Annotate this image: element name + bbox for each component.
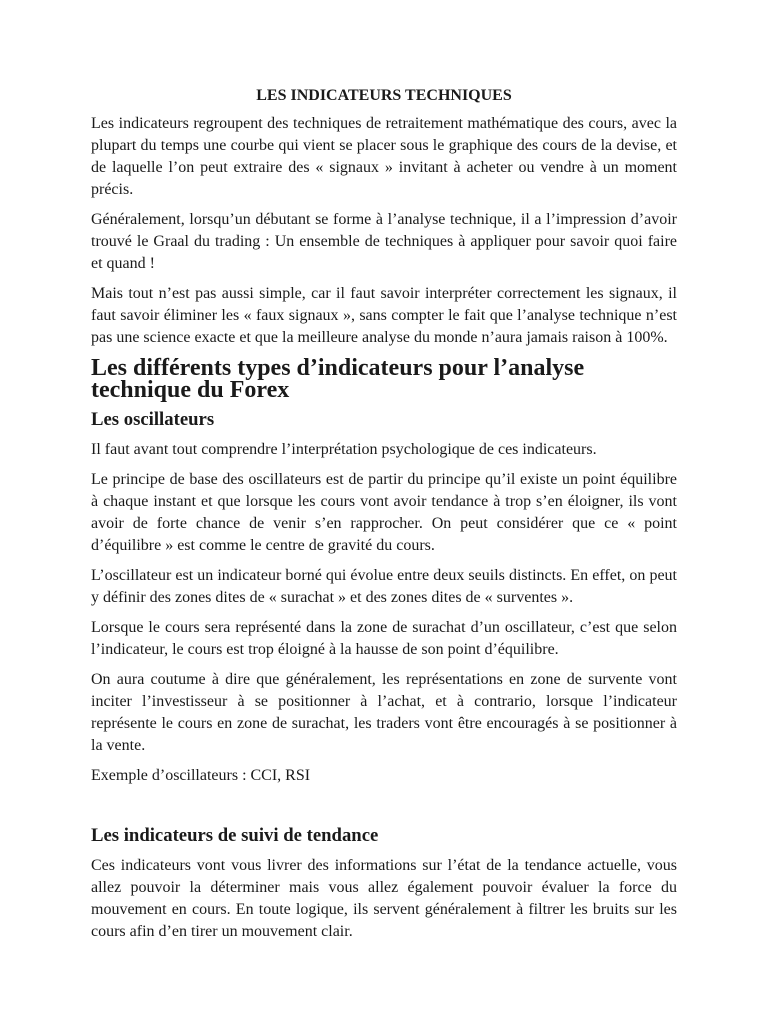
blank-line-spacer xyxy=(91,795,677,825)
trend-paragraph-1: Ces indicateurs vont vous livrer des informations sur l’état de la tendance actuelle, vous allez pouvoir la déterminer mais vous allez également pouvoir évaluer la force du mouvement en cours. En toute logique, ils servent généralement à filtrer les bruits sur les cours afin d’en tirer un mouvement clair. xyxy=(91,857,677,940)
oscillators-paragraph-5: On aura coutume à dire que généralement, les représentations en zone de survente vont inciter l’investisseur à se positionner à l’achat, et à contrario, lorsque l’indicateur représente le cours en zone de surachat, les traders vont être encouragés à se positionner à la vente. xyxy=(91,671,677,754)
intro-paragraph-3: Mais tout n’est pas aussi simple, car il faut savoir interpréter correctement les signaux, il faut savoir éliminer les « faux signaux », sans compter le fait que l’analyse technique n’est pas une science exacte et que la meilleure analyse du monde n’aura jamais raison à 100%. xyxy=(91,285,677,346)
oscillators-example: Exemple d’oscillateurs : CCI, RSI xyxy=(91,767,311,784)
oscillators-paragraph-2: Le principe de base des oscillateurs est de partir du principe qu’il existe un point équilibre à chaque instant et que lorsque les cours vont avoir tendance à trop s’en éloigner, ils vont avoir de forte chance de venir s’en rapprocher. On peut considérer que ce « point d’équilibre » est comme le centre de gravité du cours. xyxy=(91,471,677,554)
oscillators-paragraph-1: Il faut avant tout comprendre l’interprétation psychologique de ces indicateurs. xyxy=(91,441,597,458)
document-page xyxy=(91,85,677,951)
section-heading: Les différents types d’indicateurs pour l’analyse technique du Forex xyxy=(91,355,585,403)
intro-paragraph-1: Les indicateurs regroupent des techniques de retraitement mathématique des cours, avec la plupart du temps une courbe qui vient se placer sous le graphique des cours de la devise, et de laquelle l’on peut extraire des « signaux » invitant à acheter ou vendre à un moment précis. xyxy=(91,115,677,198)
oscillators-heading: Les oscillateurs xyxy=(91,409,215,430)
trend-indicators-heading: Les indicateurs de suivi de tendance xyxy=(91,825,379,846)
intro-paragraph-2: Généralement, lorsqu’un débutant se forme à l’analyse technique, il a l’impression d’avoir trouvé le Graal du trading : Un ensemble de techniques à appliquer pour savoir quoi faire et quand ! xyxy=(91,211,677,272)
document-title: LES INDICATEURS TECHNIQUES xyxy=(256,87,512,104)
oscillators-paragraph-3: L’oscillateur est un indicateur borné qui évolue entre deux seuils distincts. En effet, on peut y définir des zones dites de « surachat » et des zones dites de « surventes ». xyxy=(91,567,677,606)
oscillators-paragraph-4: Lorsque le cours sera représenté dans la zone de surachat d’un oscillateur, c’est que selon l’indicateur, le cours est trop éloigné à la hausse de son point d’équilibre. xyxy=(91,619,677,658)
